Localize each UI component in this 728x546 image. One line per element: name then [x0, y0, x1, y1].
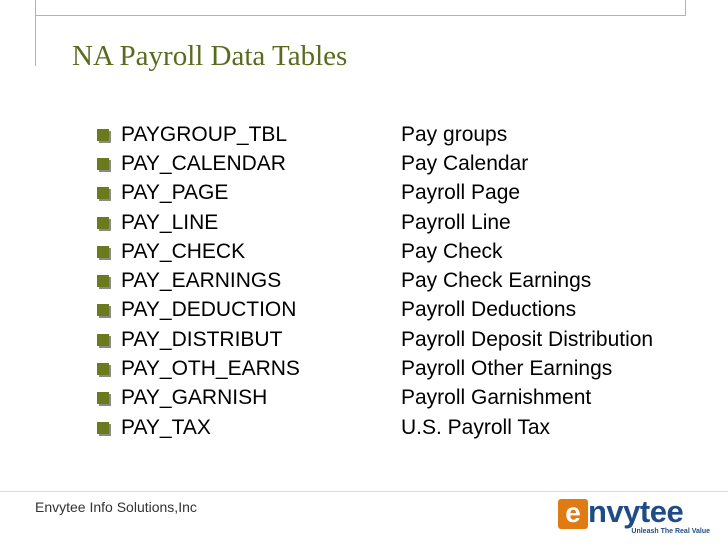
footer-divider: [0, 491, 728, 492]
list-item: [97, 120, 653, 149]
table-description: Pay Check: [401, 239, 503, 263]
square-bullet-icon: [97, 363, 109, 375]
table-name: PAY_GARNISH: [121, 386, 268, 410]
table-name: PAY_OTH_EARNS: [121, 357, 300, 381]
square-bullet-icon: [97, 392, 109, 404]
table-name: PAYGROUP_TBL: [121, 122, 288, 146]
logo-e-mark: e: [558, 499, 588, 529]
table-name: PAY_DEDUCTION: [121, 298, 297, 322]
frame-line-top: [35, 15, 685, 16]
list-item: [97, 325, 653, 354]
square-bullet-icon: [97, 304, 109, 316]
table-description: Pay Check Earnings: [401, 269, 592, 293]
list-item: [97, 384, 653, 413]
table-description: Payroll Page: [401, 181, 521, 205]
square-bullet-icon: [97, 422, 109, 434]
table-description: U.S. Payroll Tax: [401, 415, 550, 439]
list-item: [97, 237, 653, 266]
table-description: Payroll Other Earnings: [401, 357, 613, 381]
list-item: [97, 296, 653, 325]
table-name: PAY_LINE: [121, 210, 219, 234]
table-description: Payroll Deductions: [401, 298, 577, 322]
table-description: Pay Calendar: [401, 151, 529, 175]
table-name: PAY_TAX: [121, 415, 211, 439]
table-name: PAY_DISTRIBUT: [121, 327, 283, 351]
square-bullet-icon: [97, 129, 109, 141]
square-bullet-icon: [97, 246, 109, 258]
square-bullet-icon: [97, 187, 109, 199]
list-item: [97, 413, 653, 442]
list-item: [97, 149, 653, 178]
table-list: [97, 120, 653, 442]
table-description: Payroll Deposit Distribution: [401, 327, 654, 351]
slide-title: NA Payroll Data Tables: [72, 40, 348, 72]
table-name: PAY_CHECK: [121, 239, 246, 263]
table-description: Pay groups: [401, 122, 508, 146]
table-description: Payroll Line: [401, 210, 511, 234]
list-item: [97, 208, 653, 237]
list-item: [97, 266, 653, 295]
table-name: PAY_CALENDAR: [121, 151, 286, 175]
company-name: Envytee Info Solutions,Inc: [35, 499, 197, 515]
frame-line-left: [35, 0, 36, 66]
list-item: [97, 179, 653, 208]
square-bullet-icon: [97, 158, 109, 170]
logo-wordmark: nvytee: [588, 494, 684, 529]
envytee-logo: [558, 495, 718, 537]
square-bullet-icon: [97, 275, 109, 287]
table-description: Payroll Garnishment: [401, 386, 592, 410]
square-bullet-icon: [97, 334, 109, 346]
frame-line-right: [685, 0, 686, 16]
table-name: PAY_EARNINGS: [121, 269, 282, 293]
square-bullet-icon: [97, 217, 109, 229]
logo-tagline: Unleash The Real Value: [631, 528, 710, 535]
table-name: PAY_PAGE: [121, 181, 229, 205]
list-item: [97, 354, 653, 383]
